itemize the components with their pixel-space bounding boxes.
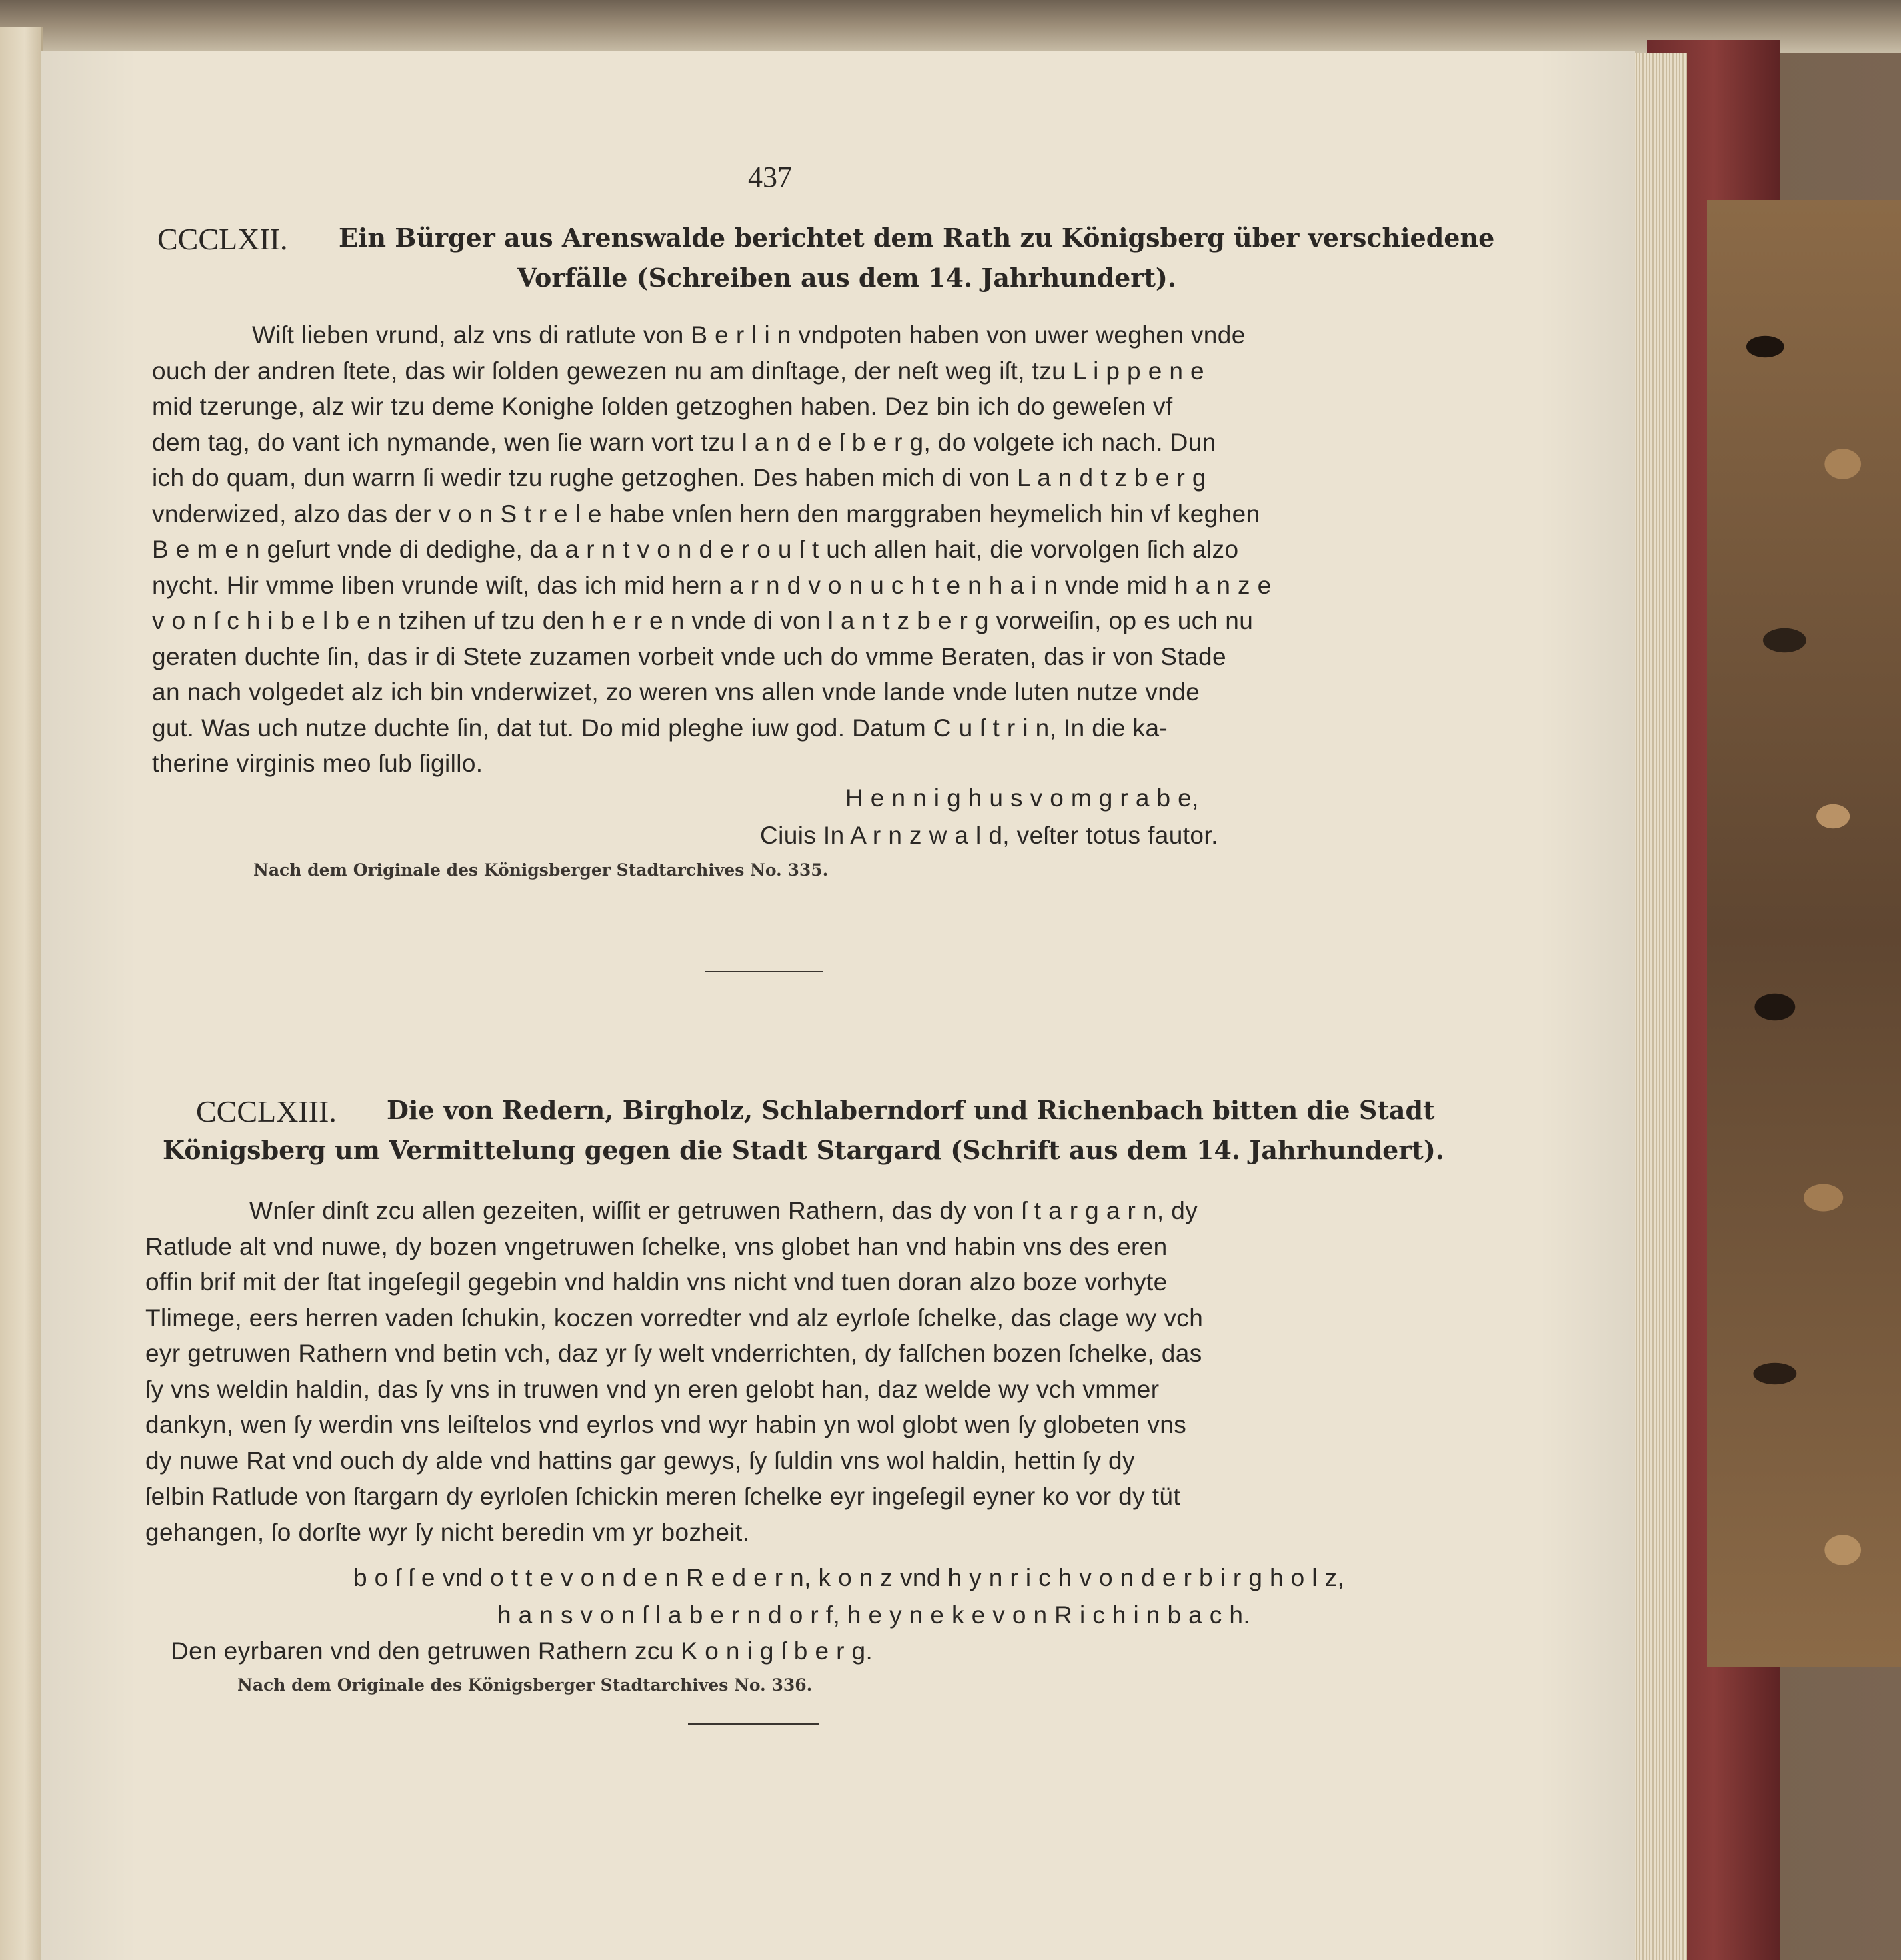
doc2-numeral: CCCLXIII.: [196, 1094, 337, 1128]
doc2-title-line1: Die von Redern, Birgholz, Schlaberndorf und Richenbach bitten die Stadt: [387, 1095, 1435, 1125]
doc2-body-line: eyr getruwen Rathern vnd betin vch, daz yr ſy welt vnderrichten, dy falſchen bozen ſchelke, das: [145, 1340, 1202, 1367]
section-divider: [705, 971, 823, 972]
doc2-signature-line2: h a n s v o n ſ l a b e r n d o r f, h e y n e k e v o n R i c h i n b a c h.: [497, 1601, 1251, 1629]
book-top-edge: [0, 0, 1901, 53]
doc2-body-line: gehangen, ſo dorſte wyr ſy nicht beredin vm yr bozheit.: [145, 1518, 750, 1546]
doc1-body-line: an nach volgedet alz ich bin vnderwizet, zo weren vns allen vnde lande vnde luten nutze vnde: [152, 678, 1200, 706]
marbled-endpaper: [1707, 200, 1901, 1667]
doc1-body-line: geraten duchte ſin, das ir di Stete zuzamen vorbeit vnde uch do vmme Beraten, das ir von Stade: [152, 642, 1226, 670]
doc2-source-note: Nach dem Originale des Königsberger Stadtarchives No. 336.: [237, 1675, 813, 1695]
doc2-body-line: ſy vns weldin haldin, das ſy vns in truwen vnd yn eren gelobt han, daz welde wy vch vmmer: [145, 1375, 1160, 1403]
doc2-body-line: dankyn, wen ſy werdin vns leiſtelos vnd eyrlos vnd wyr habin yn wol globt wen ſy globeten vns: [145, 1411, 1187, 1438]
doc1-body-line: mid tzerunge, alz wir tzu deme Konighe ſolden getzoghen haben. Dez bin ich do geweſen vf: [152, 393, 1173, 420]
doc1-body-line: v o n ſ c h i b e l b e n tzihen uf tzu den h e r e n vnde di von l a n t z b e r g vorweiſin, op es uch nu: [152, 607, 1254, 634]
doc2-body-line: dy nuwe Rat vnd ouch dy alde vnd hattins gar gewys, ſy ſuldin vns wol haldin, hettin ſy dy: [145, 1446, 1135, 1475]
doc1-numeral: CCCLXII.: [157, 222, 288, 256]
doc1-signature-line1: H e n n i g h u s v o m g r a b e,: [845, 784, 1199, 812]
doc2-body-line: Ratlude alt vnd nuwe, dy bozen vngetruwen ſchelke, vns globet han vnd habin vns des eren: [145, 1232, 1168, 1260]
page-stack-edge: [1627, 53, 1687, 1960]
doc1-body-line: gut. Was uch nutze duchte ſin, dat tut. Do mid pleghe iuw god. Datum C u ſ t r i n, In die ka-: [152, 714, 1168, 742]
doc1-source-note: Nach dem Originale des Königsberger Stadtarchives No. 335.: [253, 860, 829, 880]
doc2-body-line: Tlimege, eers herren vaden ſchukin, koczen vorredter vnd alz eyrloſe ſchelke, das clage wy vch: [145, 1304, 1204, 1332]
doc1-body-line: ouch der andren ſtete, das wir ſolden gewezen nu am dinſtage, der neſt weg iſt, tzu L i p p e n e: [152, 357, 1204, 385]
doc2-body-line: offin brif mit der ſtat ingeſegil gegebin vnd haldin vns nicht vnd tuen doran alzo boze vorhyte: [145, 1268, 1168, 1296]
doc1-body-line: dem tag, do vant ich nymande, wen ſie warn vort tzu l a n d e ſ b e r g, do volgete ich nach. Dun: [152, 428, 1216, 456]
doc1-body-line: vnderwized, alzo das der v o n S t r e l e habe vnſen hern den marggraben heymelich hin vf keghen: [152, 500, 1260, 528]
doc2-title-line2: Königsberg um Vermittelung gegen die Stadt Stargard (Schrift aus dem 14. Jahrhundert).: [163, 1135, 1445, 1165]
doc2-body-line: Wnſer dinſt zcu allen gezeiten, wiſſit er getruwen Rathern, das dy von ſ t a r g a r n, dy: [249, 1197, 1198, 1224]
doc2-address: Den eyrbaren vnd den getruwen Rathern zcu K o n i g ſ b e r g.: [171, 1637, 873, 1665]
doc1-body-line: therine virginis meo ſub ſigillo.: [152, 750, 483, 777]
doc1-title-line2: Vorfälle (Schreiben aus dem 14. Jahrhundert).: [517, 263, 1177, 293]
doc1-signature-line2: Ciuis In A r n z w a l d, veſter totus fautor.: [760, 822, 1218, 849]
doc1-body-line: Wiſt lieben vrund, alz vns di ratlute von B e r l i n vndpoten haben von uwer weghen vnde: [252, 321, 1246, 349]
doc1-body-line: nycht. Hir vmme liben vrunde wiſt, das ich mid hern a r n d v o n u c h t e n h a i n vnde mid h a n z e: [152, 571, 1272, 599]
doc1-body-line: ich do quam, dun warrn ſi wedir tzu rughe getzoghen. Des haben mich di von L a n d t z b e r g: [152, 464, 1206, 492]
page-number: 437: [748, 161, 792, 193]
end-rule: [688, 1723, 819, 1725]
doc1-title-line1: Ein Bürger aus Arenswalde berichtet dem Rath zu Königsberg über verschiedene: [339, 223, 1495, 253]
doc1-body-line: B e m e n geſurt vnde di dedighe, da a r n t v o n d e r o u ſ t uch allen hait, die vorvolgen ſich alzo: [152, 536, 1239, 563]
doc2-body-line: ſelbin Ratlude von ſtargarn dy eyrloſen ſchickin meren ſchelke eyr ingeſegil eyner ko vor dy tüt: [145, 1483, 1181, 1510]
left-page-edge: [0, 27, 43, 1960]
doc2-signature-line1: b o ſ ſ e vnd o t t e v o n d e n R e d e r n, k o n z vnd h y n r i c h v o n d e r b i r g h o l z,: [353, 1564, 1345, 1591]
